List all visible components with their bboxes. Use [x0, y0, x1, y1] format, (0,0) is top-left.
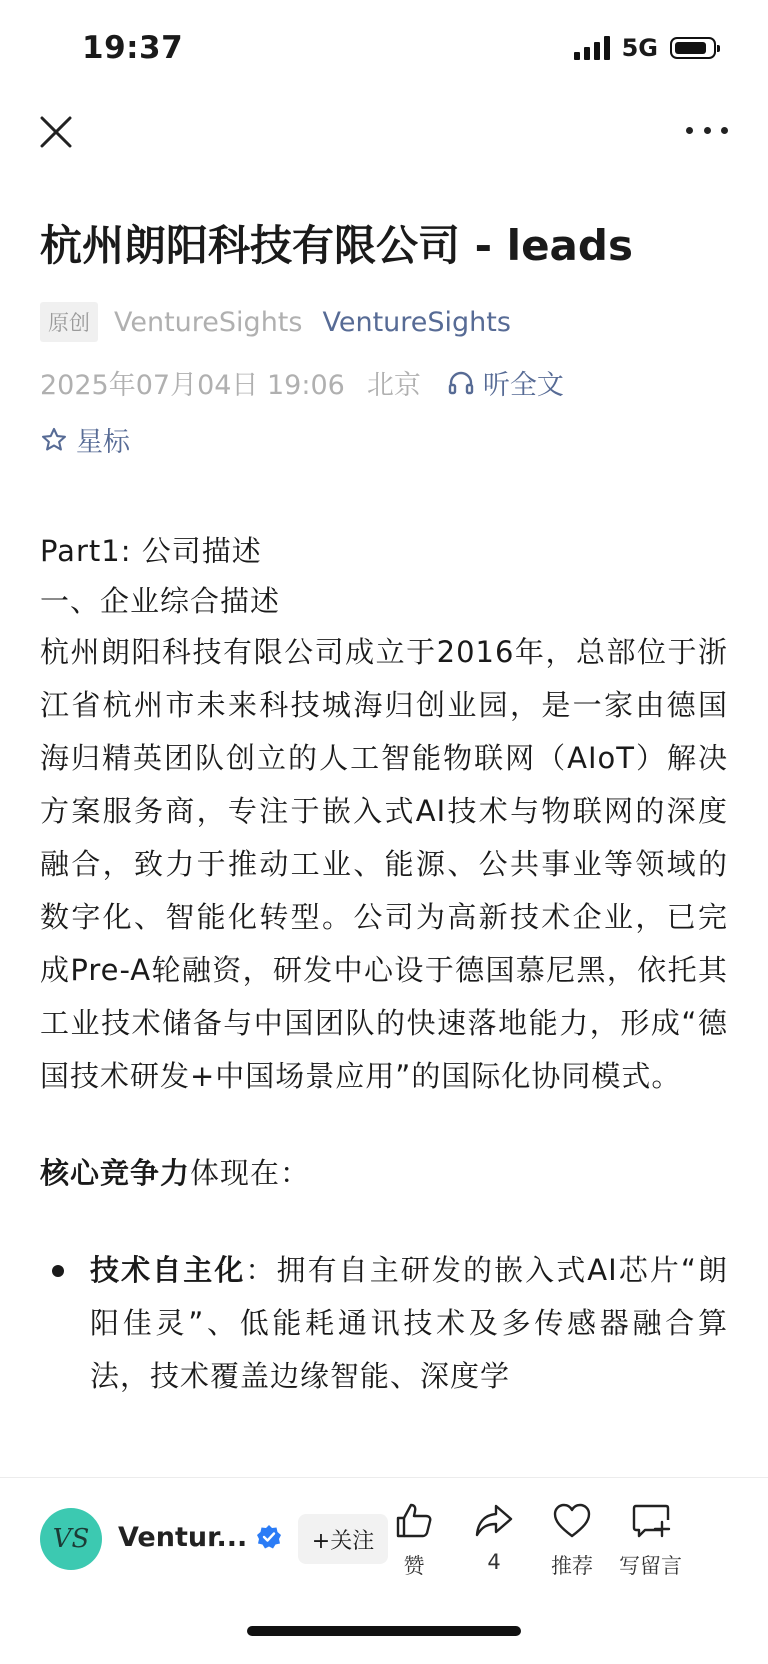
more-options-button[interactable] — [686, 120, 728, 140]
status-indicators — [574, 34, 716, 62]
account-name[interactable]: Ventur... — [118, 1522, 248, 1553]
core-bold: 核心竞争力 — [40, 1156, 191, 1190]
status-time: 19:37 — [82, 30, 184, 66]
heart-icon — [552, 1502, 592, 1540]
bullet-text: ：拥有自主研发的嵌入式AI芯片“朗阳佳灵”、低能耗通讯技术及多传感器融合算法，技术覆盖边缘智能、深度学 — [90, 1253, 728, 1393]
star-label: 星标 — [76, 427, 130, 458]
comment-label: 写留言 — [619, 1554, 682, 1578]
share-button[interactable] — [474, 1502, 514, 1574]
close-icon — [38, 114, 74, 150]
part-heading: Part1: 公司描述 — [40, 534, 262, 568]
core-rest: 体现在： — [190, 1156, 311, 1190]
section-heading: 一、企业综合描述 — [40, 584, 281, 618]
follow-button[interactable]: +关注 — [298, 1514, 388, 1564]
share-count: 4 — [487, 1550, 501, 1574]
home-indicator — [247, 1626, 521, 1636]
comment-icon — [631, 1502, 671, 1540]
article-body — [40, 526, 728, 1403]
article-title: 杭州朗阳科技有限公司 - leads — [40, 221, 633, 270]
share-icon — [474, 1502, 514, 1540]
signal-icon — [574, 36, 610, 60]
avatar[interactable]: VS — [40, 1508, 102, 1570]
star-icon — [40, 426, 68, 454]
list-item — [90, 1244, 728, 1403]
author-name: VentureSights — [114, 306, 303, 338]
like-button[interactable] — [394, 1502, 434, 1580]
bottom-bar — [0, 1477, 768, 1664]
thumbs-up-icon — [394, 1502, 434, 1540]
account-link[interactable]: VentureSights — [322, 306, 511, 338]
recommend-label: 推荐 — [551, 1554, 593, 1578]
listen-label: 听全文 — [482, 370, 564, 401]
publish-info — [40, 363, 564, 402]
article-meta — [40, 302, 511, 342]
bullet-bold: 技术自主化 — [90, 1253, 246, 1287]
comment-button[interactable] — [619, 1502, 682, 1580]
more-icon — [686, 127, 693, 134]
listen-button[interactable] — [447, 363, 564, 402]
verified-icon — [256, 1524, 282, 1550]
publish-date: 2025年07月04日 19:06 — [40, 370, 345, 401]
network-type: 5G — [621, 34, 658, 62]
battery-icon — [670, 37, 716, 59]
close-button[interactable] — [38, 114, 74, 150]
company-description: 杭州朗阳科技有限公司成立于2016年，总部位于浙江省杭州市未来科技城海归创业园，是一家由德国海归精英团队创立的人工智能物联网（AIoT）解决方案服务商，专注于嵌入式AI技术与物联网的深度融合，致力于推动工业、能源、公共事业等领域的数字化、智能化转型。公司为高新技术企业，已完成Pre-A轮融资，研发中心设于德国慕尼黑，依托其工业技术储备与中国团队的快速落地能力，形成“德国技术研发+中国场景应用”的国际化协同模式。 — [40, 635, 728, 1093]
core-competence-heading — [40, 1147, 728, 1200]
star-button[interactable] — [40, 420, 130, 459]
like-label: 赞 — [403, 1554, 425, 1578]
headphones-icon — [447, 369, 475, 397]
recommend-button[interactable] — [551, 1502, 593, 1580]
publish-location: 北京 — [366, 370, 421, 401]
original-tag: 原创 — [40, 302, 98, 342]
competence-list — [40, 1244, 728, 1403]
